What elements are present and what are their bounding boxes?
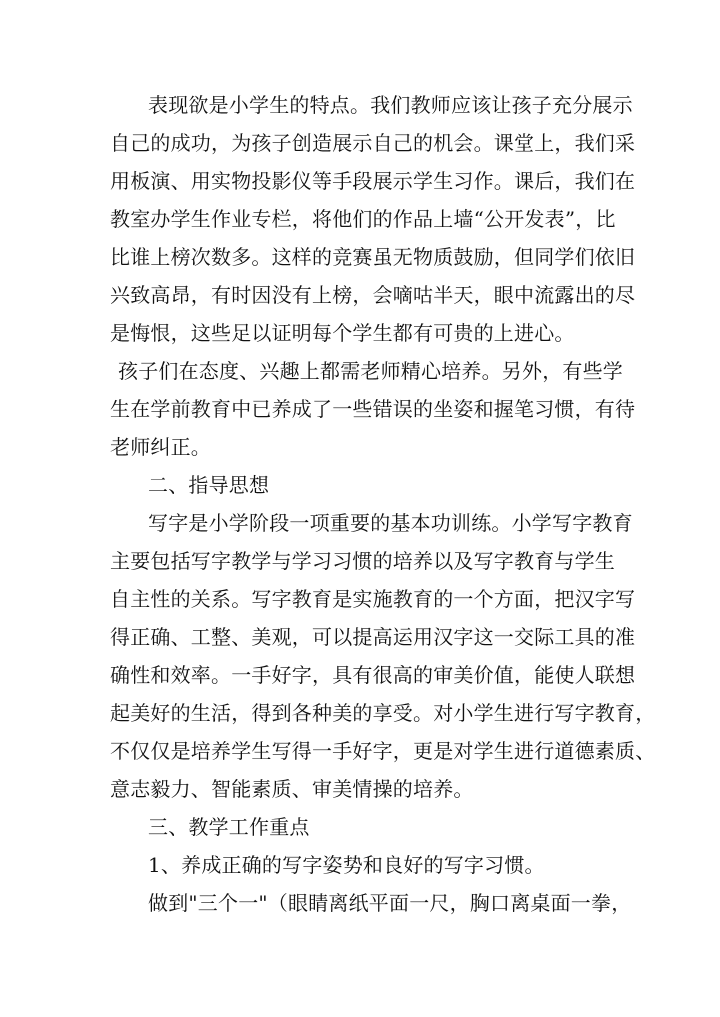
paragraph-line: 得正确、工整、美观，可以提高运用汉字这一交际工具的准 xyxy=(110,625,636,649)
section-heading: 三、教学工作重点 xyxy=(148,815,310,839)
paragraph-line: 用板演、用实物投影仪等手段展示学生习作。课后，我们在 xyxy=(110,169,636,193)
paragraph-line: 是悔恨，这些足以证明每个学生都有可贵的上进心。 xyxy=(110,321,575,345)
paragraph-line: 表现欲是小学生的特点。我们教师应该让孩子充分展示 xyxy=(148,93,633,117)
paragraph-line: 老师纠正。 xyxy=(110,435,211,459)
paragraph-line: 不仅仅是培养学生写得一手好字，更是对学生进行道德素质、 xyxy=(110,739,656,763)
paragraph-line: 自主性的关系。写字教育是实施教育的一个方面，把汉字写 xyxy=(110,587,636,611)
section-heading: 二、指导思想 xyxy=(148,473,270,497)
paragraph-line: 意志毅力、智能素质、审美情操的培养。 xyxy=(110,777,474,801)
paragraph-line: 教室办学生作业专栏，将他们的作品上墙“公开发表”，比 xyxy=(110,207,616,231)
list-item: 1、养成正确的写字姿势和良好的写字习惯。 xyxy=(148,853,545,877)
paragraph-line: 写字是小学阶段一项重要的基本功训练。小学写字教育 xyxy=(148,511,633,535)
paragraph-line: 比谁上榜次数多。这样的竞赛虽无物质鼓励，但同学们依旧 xyxy=(110,245,636,269)
paragraph-line: 生在学前教育中已养成了一些错误的坐姿和握笔习惯，有待 xyxy=(110,397,636,421)
paragraph-line: 自己的成功，为孩子创造展示自己的机会。课堂上，我们采 xyxy=(110,131,636,155)
paragraph-line: 兴致高昂，有时因没有上榜，会嘀咕半天，眼中流露出的尽 xyxy=(110,283,636,307)
paragraph-line: 起美好的生活，得到各种美的享受。对小学生进行写字教育， xyxy=(110,701,656,725)
paragraph-line: 做到"三个一"（眼睛离纸平面一尺，胸口离桌面一拳， xyxy=(148,891,632,915)
paragraph-line: 孩子们在态度、兴趣上都需老师精心培养。另外，有些学 xyxy=(118,359,623,383)
paragraph-line: 确性和效率。一手好字，具有很高的审美价值，能使人联想 xyxy=(110,663,636,687)
paragraph-line: 主要包括写字教学与学习习惯的培养以及写字教育与学生 xyxy=(110,549,615,573)
